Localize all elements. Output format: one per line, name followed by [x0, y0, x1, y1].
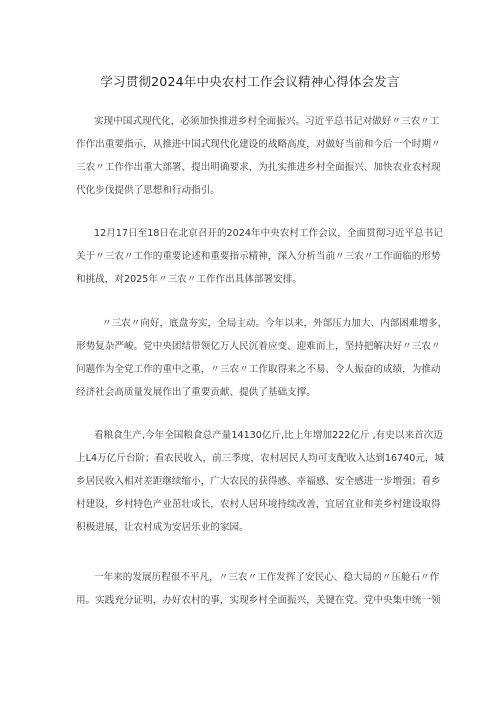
paragraph-4 [76, 424, 445, 539]
paragraph-5 [76, 566, 441, 612]
paragraph-line: 形势复杂严峻。党中央团结带领亿万人民沉着应变、迎难而上，坚持把解决好〃三农〃 [76, 341, 441, 352]
paragraph-line: 一年来的发展历程很不平凡，〃三农〃工作发挥了安民心、稳大局的〃压舱石〃作 [94, 572, 440, 583]
paragraph-3 [76, 312, 448, 404]
paragraph-line: 和挑战，对2025年〃三农〃工作作出具体部署安排。 [76, 274, 302, 285]
paragraph-line: 用。实践充分证明，办好农村的事，实现乡村全面振兴，关键在党。党中央集中统一领 [76, 595, 441, 606]
paragraph-line: 关于〃三农〃工作的重要论述和重要指示精神，深入分析当前〃三农〃工作面临的形势 [76, 251, 441, 262]
paragraph-line: 问题作为全党工作的重中之重，〃三农〃工作取得来之不易、令人振奋的成绩，为推动 [76, 364, 441, 375]
paragraph-line: 村建设，乡村特色产业茁壮成长，农村人居环境持续改善，宜居宜业和美乡村建设取得 [76, 499, 441, 510]
paragraph-line: 看粮食生产,今年全国粮食总产量14130亿斤,比上年增加222亿斤 ,有史以来首次迈 [94, 430, 443, 441]
paragraph-line: 作作出重要指示，从推进中国式现代化建设的战略高度，对做好当前和今后一个时期〃 [76, 139, 441, 150]
paragraph-line: 实现中国式现代化，必须加快推进乡村全面振兴。习近平总书记对做好〃三农〃工 [94, 116, 440, 127]
paragraph-line: 三农〃工作作出重大部署、提出明确要求，为扎实推进乡村全面振兴、加快农业农村现 [76, 162, 441, 173]
paragraph-line: 〃三农〃向好，底盘夯实，全局主动。今年以来，外部压力加大、内部困难增多， [102, 318, 448, 329]
paragraph-line: 经济社会高质量发展作出了重要贡献、提供了基础支撑。 [76, 387, 316, 398]
paragraph-line: 积极进展，让农村成为安居乐业的家园。 [76, 522, 249, 533]
paragraph-line: 上L4万亿斤台阶；看农民收入，前三季度，农村居民人均可支配收入达到16740元，城 [76, 453, 445, 464]
paragraph-line: 12月17日至18日在北京召开的2024年中央农村工作会议，全面贯彻习近平总书记 [94, 228, 443, 239]
paragraph-1 [76, 110, 441, 202]
paragraph-line: 乡居民收入相对差距继续缩小，广大农民的获得感、幸福感、安全感进一步增强；看乡 [76, 476, 441, 487]
paragraph-2 [76, 222, 443, 291]
document-title: 学习贯彻2024年中央农村工作会议精神心得体会发言 [100, 74, 400, 89]
paragraph-line: 代化步伐提供了思想和行动指引。 [76, 185, 220, 196]
